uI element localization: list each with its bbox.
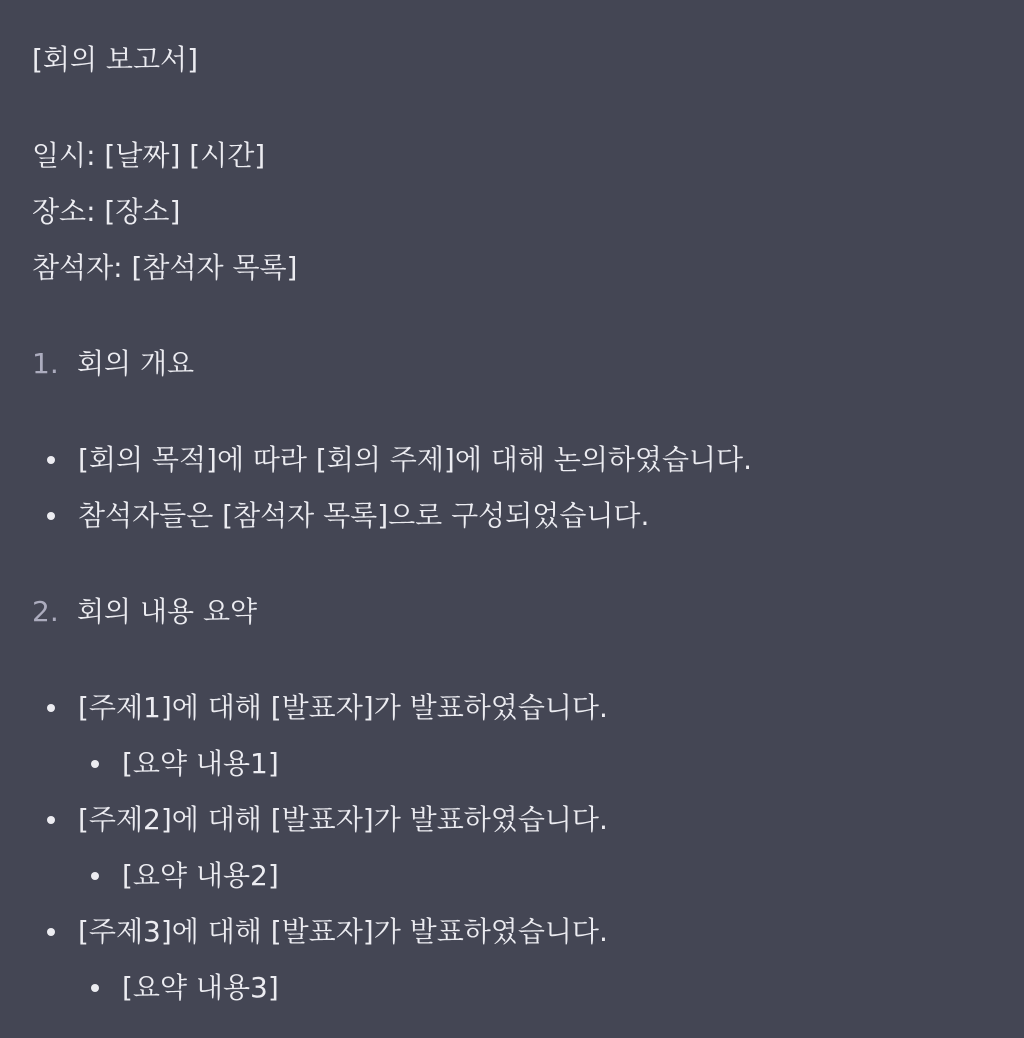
sub-list-item: [32, 848, 1024, 904]
list-item-text: 참석자들은 [참석자 목록]으로 구성되었습니다.: [78, 499, 650, 532]
list-item: [32, 792, 1024, 848]
sub-list-item: [32, 736, 1024, 792]
bullet-icon: [32, 432, 78, 488]
section-number: 2.: [32, 595, 59, 628]
section-heading: [32, 584, 1024, 640]
bullet-icon: [32, 904, 78, 960]
bullet-icon: [76, 736, 122, 792]
section-title: 회의 개요: [77, 347, 195, 380]
list-item-text: [주제3]에 대해 [발표자]가 발표하였습니다.: [78, 915, 608, 948]
sub-list-item-text: [요약 내용3]: [122, 971, 279, 1004]
sub-list-item-text: [요약 내용2]: [122, 859, 279, 892]
bullet-icon: [76, 960, 122, 1016]
list-item: [32, 904, 1024, 960]
list-item: [32, 488, 1024, 544]
list-item: [32, 432, 1024, 488]
section-title: 회의 내용 요약: [77, 595, 258, 628]
list-item-text: [회의 목적]에 따라 [회의 주제]에 대해 논의하였습니다.: [78, 443, 753, 476]
section-number: 1.: [32, 347, 59, 380]
sub-list-item: [32, 960, 1024, 1016]
list-item-text: [주제2]에 대해 [발표자]가 발표하였습니다.: [78, 803, 608, 836]
bullet-icon: [32, 792, 78, 848]
meta-attendees: 참석자: [참석자 목록]: [32, 251, 298, 284]
bullet-icon: [32, 680, 78, 736]
report-title: [회의 보고서]: [32, 43, 198, 76]
sub-list-item-text: [요약 내용1]: [122, 747, 279, 780]
bullet-list: [32, 680, 1024, 1016]
section-heading: [32, 336, 1024, 392]
list-item-text: [주제1]에 대해 [발표자]가 발표하였습니다.: [78, 691, 608, 724]
meta-place: 장소: [장소]: [32, 195, 181, 228]
meta-datetime: 일시: [날짜] [시간]: [32, 139, 266, 172]
bullet-icon: [32, 488, 78, 544]
list-item: [32, 680, 1024, 736]
meta-block: [32, 128, 1024, 296]
bullet-list: [32, 432, 1024, 544]
bullet-icon: [76, 848, 122, 904]
